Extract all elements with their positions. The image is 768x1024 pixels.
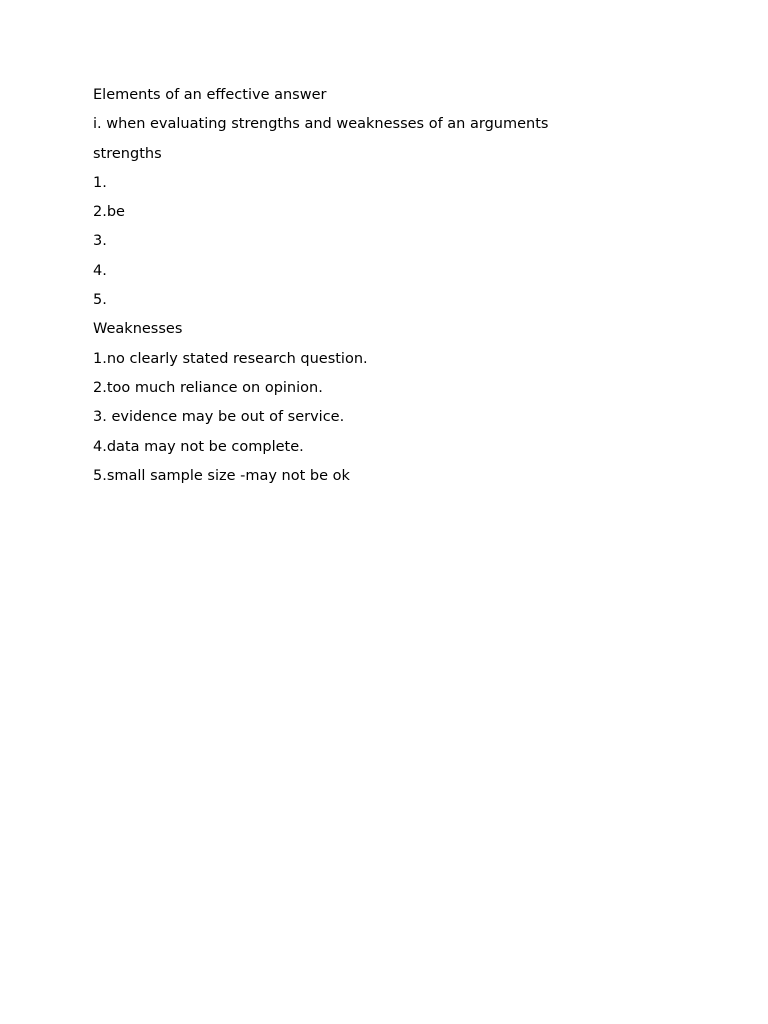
weakness-item: 4.data may not be complete. — [93, 438, 304, 455]
strength-item: 1. — [93, 174, 107, 191]
weakness-item: 3. evidence may be out of service. — [93, 409, 345, 426]
strength-item: 5. — [93, 292, 107, 309]
weakness-item: 5.small sample size -may not be ok — [93, 467, 350, 484]
strengths-heading: strengths — [93, 145, 162, 162]
weaknesses-heading: Weaknesses — [93, 321, 183, 338]
strength-item: 4. — [93, 262, 107, 279]
document-page — [93, 86, 713, 496]
intro-text: i. when evaluating strengths and weaknesses of an arguments — [93, 116, 549, 133]
strength-item: 3. — [93, 233, 107, 250]
document-title: Elements of an effective answer — [93, 87, 327, 103]
weakness-item: 2.too much reliance on opinion. — [93, 379, 323, 396]
weakness-item: 1.no clearly stated research question. — [93, 350, 368, 367]
strength-item: 2.be — [93, 204, 125, 221]
